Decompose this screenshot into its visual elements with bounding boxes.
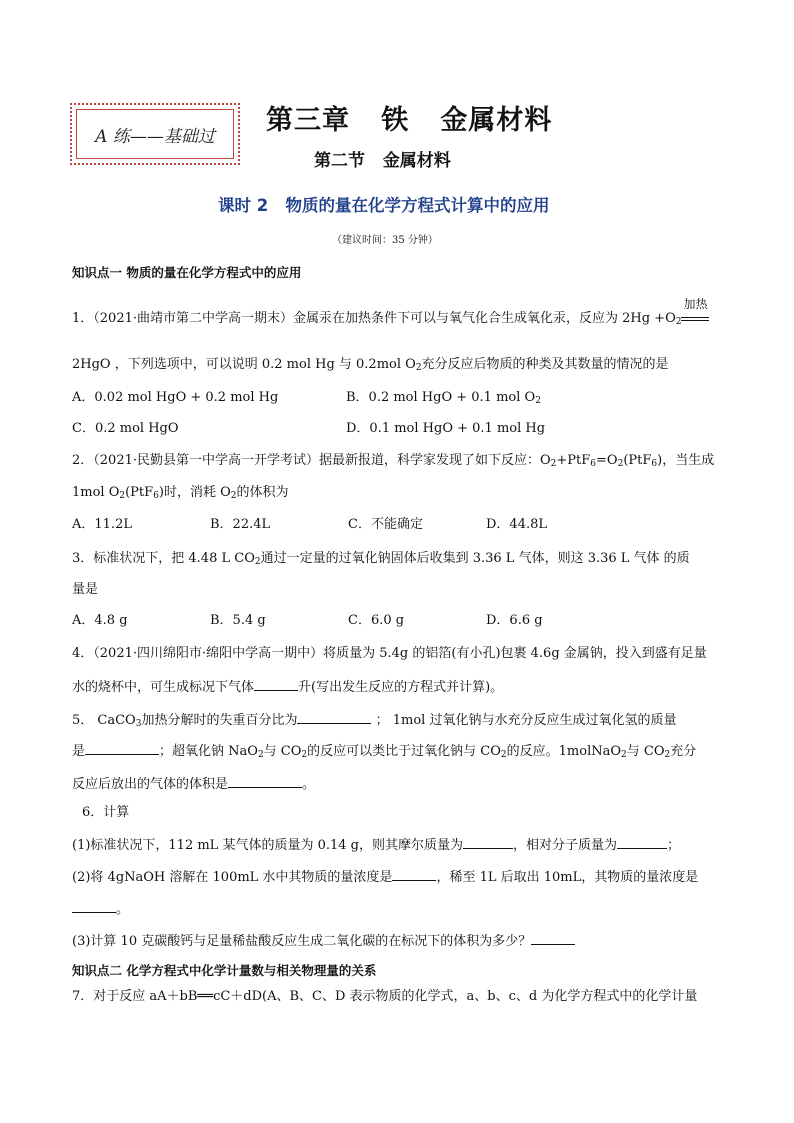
answer-blank [392,868,436,881]
q6-part3: (3)计算 10 克碳酸钙与足量稀盐酸反应生成二氧化碳的在标况下的体积为多少？ [72,932,575,950]
q2-option-b: B．22.4L [210,517,271,532]
q2-option-a: A．11.2L [72,517,132,532]
time-note: （建议时间：35 分钟） [332,235,438,246]
q6-part2-line1: (2)将 4gNaOH 溶解在 100mL 水中其物质的量浓度是 ，稀至 1L 后取出 10mL，其物质的量浓度是 [72,870,699,885]
q5-line3: 反应后放出的气体的体积是 。 [72,777,316,792]
answer-blank [531,932,575,945]
q3-option-c: C．6.0 g [348,613,405,628]
q1-option-b: B．0.2 mol HgO + 0.1 mol $O_2$ [346,390,541,406]
answer-blank [463,836,513,849]
badge-label: A 练——基础过 [76,109,234,159]
answer-blank [228,775,302,788]
chapter-title: 第三章 铁 金属材料 [266,105,553,136]
q1-option-d: D．0.1 mol HgO + 0.1 mol Hg [346,421,546,436]
answer-blank [72,900,116,913]
q6-title: 6．计算 [82,805,130,820]
q2-stem-line1: 2．（2021·民勤县第一中学高一开学考试）据最新报道，科学家发现了如下反应：$O_2+PtF_6=O_2(PtF_6)$，当生成 [72,453,715,469]
q1-option-a: A．0.02 mol HgO + 0.2 mol Hg [72,390,279,405]
q3-option-a: A．4.8 g [72,613,128,628]
q3-option-b: B．5.4 g [210,613,266,628]
q3-stem-line2: 量是 [72,582,99,597]
q4-stem-line1: 4．（2021·四川绵阳市·绵阳中学高一期中）将质量为 5.4g 的铝箔(有小孔)包裹 4.6g 金属钠，投入到盛有足量 [72,646,707,661]
section-title: 第二节 金属材料 [314,151,451,171]
knowledge-point-1: 知识点一 物质的量在化学方程式中的应用 [72,265,302,280]
q2-stem-line2: 1mol $O_2(PtF_6)$时，消耗 $O_2$的体积为 [72,485,289,501]
answer-blank [297,711,371,724]
answer-blank [617,836,667,849]
q6-part1: (1)标准状况下，112 mL 某气体的质量为 0.14 g，则其摩尔质量为 ，相对分子质量为 ； [72,838,681,853]
q3-option-d: D．6.6 g [486,613,543,628]
answer-blank [254,678,298,691]
q7-stem-line1: 7．对于反应 aA＋bB══cC＋dD(A、B、C、D 表示物质的化学式，a、b、c、d 为化学方程式中的化学计量 [72,989,698,1004]
q6-part2-line2: 。 [72,900,129,918]
knowledge-point-2: 知识点二 化学方程式中化学计量数与相关物理量的关系 [72,963,377,978]
q3-stem-line1: 3．标准状况下，把 4.48 L $CO_2$通过一定量的过氧化钠固体后收集到 3.36 L 气体，则这 3.36 L 气体 的质 [72,551,690,567]
q1-option-c: C．0.2 mol HgO [72,421,179,436]
q5-line1: 5． CaCO$_3$加热分解时的失重百分比为 ； 1mol 过氧化钠与水充分反应生成过氧化氢的质量 [72,713,677,729]
q2-option-c: C．不能确定 [348,517,423,532]
q1-stem-line1: 1．（2021·曲靖市第二中学高一期末）金属汞在加热条件下可以与氧气化合生成氧化汞，反应为 $2Hg +O_2$ 加热 [72,297,708,327]
reaction-condition: 加热 [681,311,709,327]
lesson-title: 课时 2 物质的量在化学方程式计算中的应用 [218,196,550,215]
q2-option-d: D．44.8L [486,517,548,532]
practice-level-badge [70,103,240,165]
q5-line2: 是 ；超氧化钠 NaO$_2$与 $CO_2$的反应可以类比于过氧化钠与 $CO_2$的反应。1molNaO$_2$与 $CO_2$充分 [72,744,697,760]
q1-stem-line2: 2HgO ，下列选项中，可以说明 0.2 mol Hg 与 0.2mol $O_2$充分反应后物质的种类及其数量的情况的是 [72,357,669,373]
q4-stem-line2: 水的烧杯中，可生成标况下气体 升(写出发生反应的方程式并计算)。 [72,680,504,695]
answer-blank [85,742,159,755]
